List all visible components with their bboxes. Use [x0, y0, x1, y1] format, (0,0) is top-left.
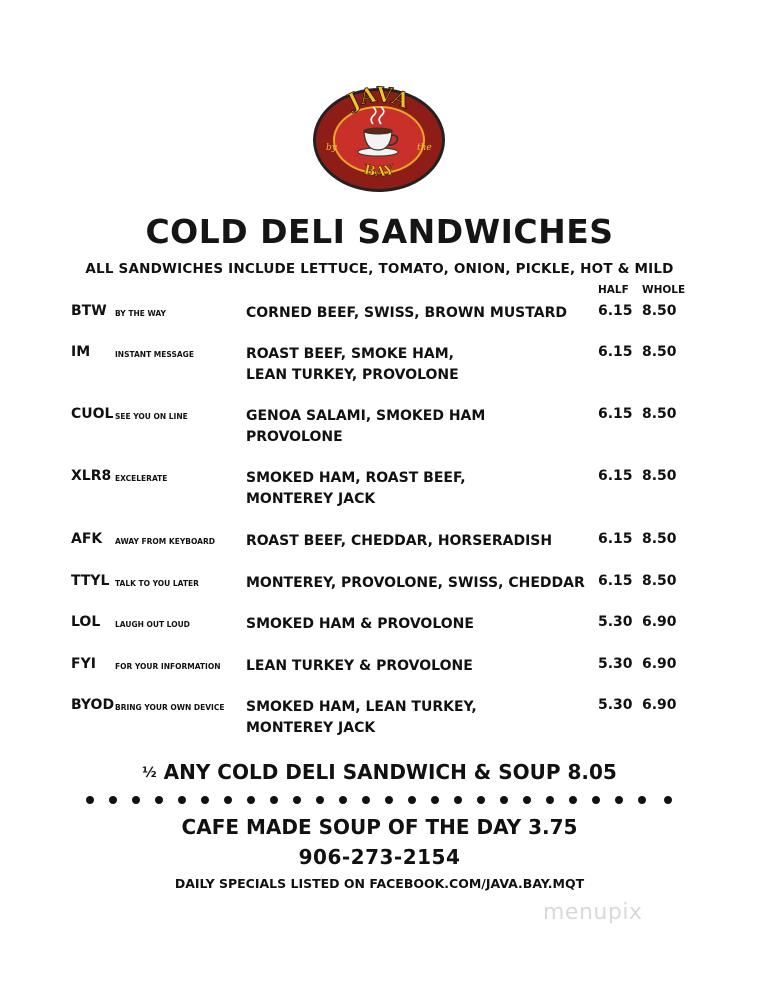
menupix-watermark: menupix [543, 900, 643, 925]
half-price: 6.15 [598, 344, 633, 360]
combo-text: ANY COLD DELI SANDWICH & SOUP 8.05 [163, 760, 617, 784]
sandwich-ingredients-line1: CORNED BEEF, SWISS, BROWN MUSTARD [246, 305, 567, 321]
sandwich-ingredients-line2: MONTEREY JACK [246, 491, 376, 507]
sandwich-ingredients-line2: PROVOLONE [246, 429, 343, 445]
half-price: 6.15 [598, 573, 633, 589]
sandwich-ingredients-line1: ROAST BEEF, SMOKE HAM, [246, 346, 454, 362]
whole-price: 6.90 [642, 656, 677, 672]
half-price: 6.15 [598, 468, 633, 484]
sandwich-code: AFK [71, 531, 103, 547]
combo-offer [0, 760, 759, 784]
sandwich-ingredients-line1: SMOKED HAM & PROVOLONE [246, 616, 474, 632]
sandwich-code-meaning: EXCELERATE [115, 474, 168, 483]
whole-price: 8.50 [642, 303, 677, 319]
daily-specials-note: DAILY SPECIALS LISTED ON FACEBOOK.COM/JAVA.BAY.MQT [174, 876, 585, 891]
sandwich-ingredients-line1: MONTEREY, PROVOLONE, SWISS, CHEDDAR [246, 575, 585, 591]
sandwich-ingredients-line2: MONTEREY JACK [246, 720, 376, 736]
sandwich-code: IM [71, 344, 91, 360]
sandwich-code: CUOL [71, 406, 114, 422]
sandwich-ingredients [246, 614, 474, 635]
sandwich-ingredients [246, 573, 585, 594]
sandwich-code-meaning: AWAY FROM KEYBOARD [115, 537, 215, 546]
whole-price: 6.90 [642, 614, 677, 630]
logo-by-text: by [326, 143, 337, 153]
sandwich-code-meaning: FOR YOUR INFORMATION [115, 662, 221, 671]
sandwich-code: LOL [71, 614, 101, 630]
sandwich-code: BTW [71, 303, 107, 319]
whole-column-header: WHOLE [642, 284, 686, 296]
half-price: 6.15 [598, 406, 633, 422]
sandwich-code-meaning: LAUGH OUT LOUD [115, 620, 190, 629]
sandwich-ingredients [246, 406, 485, 448]
sandwich-ingredients-line1: ROAST BEEF, CHEDDAR, HORSERADISH [246, 533, 553, 549]
menu-subtitle: ALL SANDWICHES INCLUDE LETTUCE, TOMATO, ONION, PICKLE, HOT & MILD [85, 261, 674, 277]
sandwich-ingredients [246, 468, 466, 510]
sandwich-code-meaning: BY THE WAY [115, 309, 166, 318]
sandwich-ingredients-line1: GENOA SALAMI, SMOKED HAM [246, 408, 486, 424]
sandwich-code: XLR8 [71, 468, 112, 484]
logo-bay-text: BAY [362, 162, 396, 181]
sandwich-ingredients [246, 531, 552, 552]
sandwich-code: FYI [71, 656, 96, 672]
logo-java-text: JAVA [343, 86, 414, 114]
half-price: 5.30 [598, 656, 633, 672]
half-price: 5.30 [598, 697, 633, 713]
sandwich-ingredients-line1: LEAN TURKEY & PROVOLONE [246, 658, 473, 674]
sandwich-code-meaning: TALK TO YOU LATER [115, 579, 199, 588]
sandwich-ingredients [246, 344, 459, 386]
whole-price: 8.50 [642, 573, 677, 589]
java-by-the-bay-logo [311, 86, 447, 194]
page-title: COLD DELI SANDWICHES [145, 212, 614, 251]
whole-price: 8.50 [642, 344, 677, 360]
whole-price: 8.50 [642, 406, 677, 422]
half-price: 5.30 [598, 614, 633, 630]
sandwich-ingredients [246, 303, 567, 324]
sandwich-code: TTYL [71, 573, 110, 589]
half-price: 6.15 [598, 531, 633, 547]
combo-fraction: ½ [142, 765, 157, 781]
sandwich-code-meaning: INSTANT MESSAGE [115, 350, 194, 359]
phone-number: 906-273-2154 [298, 845, 461, 869]
whole-price: 8.50 [642, 468, 677, 484]
whole-price: 6.90 [642, 697, 677, 713]
sandwich-code: BYOD [71, 697, 115, 713]
sandwich-ingredients-line1: SMOKED HAM, ROAST BEEF, [246, 470, 466, 486]
sandwich-ingredients-line2: LEAN TURKEY, PROVOLONE [246, 367, 459, 383]
sandwich-code-meaning: SEE YOU ON LINE [115, 412, 188, 421]
sandwich-ingredients [246, 697, 477, 739]
half-column-header: HALF [598, 284, 629, 296]
half-price: 6.15 [598, 303, 633, 319]
dotted-divider [86, 788, 676, 812]
sandwich-code-meaning: BRING YOUR OWN DEVICE [115, 703, 225, 712]
sandwich-ingredients-line1: SMOKED HAM, LEAN TURKEY, [246, 699, 477, 715]
whole-price: 8.50 [642, 531, 677, 547]
logo-the-text: the [417, 143, 432, 153]
sandwich-ingredients [246, 656, 473, 677]
soup-of-the-day: CAFE MADE SOUP OF THE DAY 3.75 [181, 815, 578, 839]
